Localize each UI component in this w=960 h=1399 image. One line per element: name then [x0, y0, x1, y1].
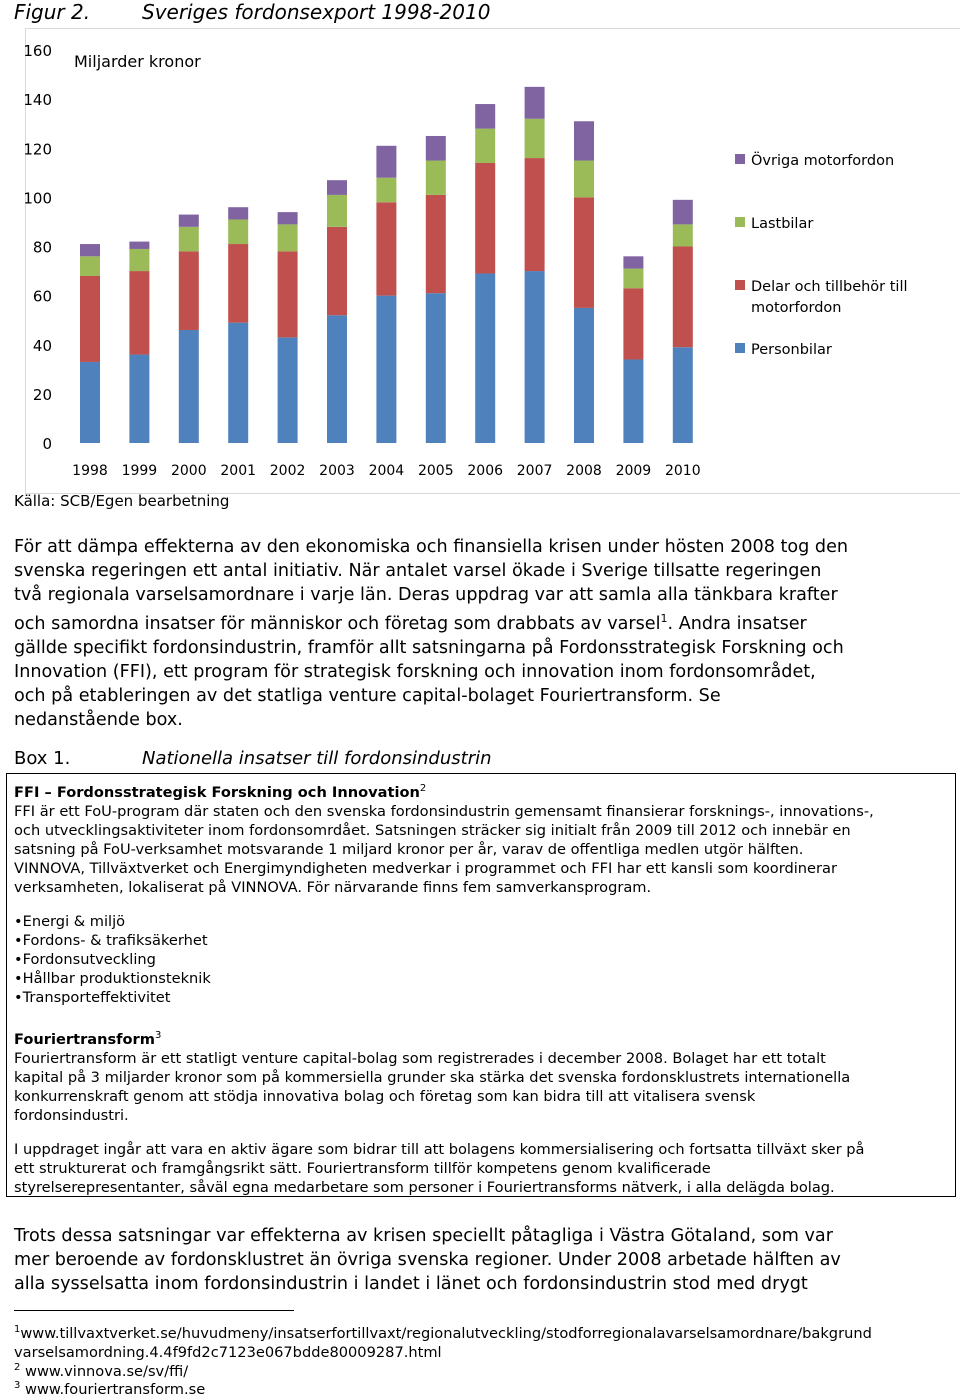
bar-segment [327, 315, 347, 443]
footnote-link[interactable]: www.fouriertransform.se [25, 1380, 206, 1398]
list-item: • Transporteffektivitet [14, 988, 949, 1007]
y-tick-label: 40 [32, 336, 52, 355]
p1-line: gällde specifikt fordonsindustrin, framför allt satsningarna på Fordonsstrategisk Forskning och [14, 637, 844, 658]
bar-segment [327, 227, 347, 315]
bar-segment [574, 161, 594, 198]
fouriertransform-section [14, 1026, 949, 1125]
footnote-line[interactable]: varselsamordning.4.4f9fd2c7123e067bdde80009287.html [14, 1343, 442, 1361]
bar-segment [129, 355, 149, 443]
x-tick-label: 2003 [319, 463, 355, 479]
ft2-line: I uppdraget ingår att vara en aktiv ägare som bidrar till att bolagens kommersialisering och fortsatta tillväxt sker på [14, 1141, 865, 1158]
list-item: • Fordons- & trafiksäkerhet [14, 931, 949, 950]
footnote-ref-2: 2 [419, 783, 427, 794]
footnote-number: 2 [14, 1362, 21, 1373]
y-axis-label: Miljarder kronor [74, 52, 201, 71]
ft-heading [14, 1026, 949, 1049]
x-tick-label: 2010 [664, 463, 701, 479]
ffi-line: och utvecklingsaktiviteter inom fordonsomrdået. Satsningen sträcker sig initialt från 2009 till 2012 och innebär en [14, 821, 851, 839]
bar-segment [179, 215, 199, 227]
bar-segment [673, 347, 693, 443]
legend-swatch [735, 154, 745, 164]
bar-segment [376, 146, 396, 178]
chart-source: Källa: SCB/Egen bearbetning [14, 492, 230, 510]
ffi-line: verksamheten, lokaliserat på VINNOVA. För närvarande finns fem samverkansprogram. [14, 878, 652, 896]
x-tick-label: 2002 [269, 463, 306, 479]
bar-segment [80, 362, 100, 443]
p1-line: två regionala varselsamordnare i varje län. Deras uppdrag var att samla alla tänkbara krafter [14, 585, 838, 605]
footnote-3 [14, 1376, 205, 1399]
bar-segment [80, 256, 100, 276]
x-tick-label: 2006 [467, 463, 504, 479]
x-tick-label: 2000 [170, 463, 207, 479]
footnote-divider [14, 1310, 294, 1311]
ffi-line: satsning på FoU-verksamhet motsvarande 1 miljard kronor per år, varav de offentliga medlen utgör hälften. [14, 840, 804, 858]
bar-segment [376, 202, 396, 295]
bar-segment [623, 269, 643, 289]
p1-line: Innovation (FFI), ett program för strategisk forskning och innovation inom fordonsområdet, [14, 661, 816, 682]
footnote-ref-3: 3 [154, 1030, 162, 1041]
ft2-line: styrelserepresentanter, såväl egna medarbetare som personer i Fouriertransforms nätverk, i alla delägda bolag. [14, 1179, 835, 1196]
footnote-number: 3 [14, 1380, 21, 1391]
bar-segment [525, 271, 545, 443]
p2-line: mer beroende av fordonsklustret än övriga svenska regioner. Under 2008 arbetade hälften av [14, 1250, 841, 1270]
list-item: • Energi & miljö [14, 912, 949, 931]
p1-line [14, 607, 949, 636]
bar-segment [426, 136, 446, 161]
footnote-link[interactable]: www.vinnova.se/sv/ffi/ [25, 1362, 189, 1380]
box-label: Box 1. [14, 748, 71, 769]
stacked-bar-chart [0, 0, 960, 500]
bar-segment [673, 224, 693, 246]
bar-segment [623, 256, 643, 268]
fouriertransform-section-2 [14, 1140, 949, 1197]
list-item: • Fordonsutveckling [14, 950, 949, 969]
x-tick-label: 1998 [72, 463, 108, 479]
bar-segment [376, 296, 396, 443]
y-tick-label: 100 [23, 189, 52, 208]
ft-heading-text: Fouriertransform [14, 1030, 155, 1048]
bar-segment [228, 219, 248, 244]
footnote-line [14, 1320, 872, 1343]
bar-segment [129, 249, 149, 271]
legend-label: Övriga motorfordon [751, 153, 895, 169]
footnote-ref-1: 1 [660, 612, 668, 625]
x-tick-label: 1999 [121, 463, 158, 479]
p1-line: nedanstående box. [14, 709, 183, 730]
ft2-line: ett strukturerat och framgångsrikt sätt. Fouriertransform tillför kompetens genom kvalificerade [14, 1160, 711, 1177]
program-list [14, 912, 949, 1007]
bar-segment [525, 87, 545, 119]
footnote-number: 1 [14, 1324, 21, 1335]
bar-segment [426, 161, 446, 195]
bar-segment [179, 227, 199, 252]
ffi-line: VINNOVA, Tillväxtverket och Energimyndigheten medverkar i programmet och FFI har ett kansli som koordinerar [14, 859, 837, 877]
bar-segment [228, 207, 248, 219]
bar-segment [327, 180, 347, 195]
bar-segment [228, 244, 248, 323]
bar-segment [673, 200, 693, 225]
bar-segment [673, 247, 693, 348]
bar-segment [623, 359, 643, 443]
bar-segment [80, 276, 100, 362]
y-tick-label: 120 [23, 140, 52, 159]
x-tick-label: 2007 [516, 463, 553, 479]
bar-segment [525, 158, 545, 271]
figure-label: Figur 2. [14, 0, 91, 24]
p2-line: alla sysselsatta inom fordonsindustrin i landet i länet och fordonsindustrin stod med drygt [14, 1274, 808, 1294]
footnote-link[interactable]: www.tillvaxtverket.se/huvudmeny/insatserfortillvaxt/regionalutveckling/stodforregionalavarselsamordnare/bakgrund [20, 1324, 872, 1342]
legend-swatch [735, 280, 745, 290]
y-tick-label: 60 [32, 287, 52, 306]
bar-segment [426, 293, 446, 443]
figure-title-text: Sveriges fordonsexport 1998-2010 [142, 0, 491, 24]
info-box [6, 773, 956, 1197]
ft-line: Fouriertransform är ett statligt venture capital-bolag som registrerades i december 2008. Bolaget har ett totalt [14, 1049, 826, 1067]
bar-segment [228, 323, 248, 443]
bar-segment [129, 242, 149, 249]
legend-label: Personbilar [751, 342, 832, 358]
bar-segment [376, 178, 396, 203]
bar-segment [475, 163, 495, 274]
bar-segment [475, 129, 495, 163]
bar-segment [475, 104, 495, 129]
bar-segment [525, 119, 545, 158]
p1-line: svenska regeringen ett antal initiativ. När antalet varsel ökade i Sverige tillsatte regeringen [14, 561, 822, 581]
bar-segment [278, 212, 298, 224]
legend-swatch [735, 217, 745, 227]
y-tick-label: 80 [32, 238, 52, 257]
bar-segment [574, 197, 594, 308]
bar-segment [80, 244, 100, 256]
intro-paragraph [14, 535, 949, 732]
bar-segment [278, 224, 298, 251]
ffi-section [14, 779, 949, 897]
closing-paragraph [14, 1224, 949, 1296]
x-tick-label: 2009 [615, 463, 652, 479]
ft-line: konkurrenskraft genom att stödja innovativa bolag och företag som kan bidra till att vitalisera svensk [14, 1087, 756, 1105]
ft-line: kapital på 3 miljarder kronor som på kommersiella grunder ska stärka det svenska fordonsklustrets internationella [14, 1068, 851, 1086]
bar-segment [426, 195, 446, 293]
bar-segment [179, 330, 199, 443]
bar-segment [129, 271, 149, 355]
bar-segment [278, 337, 298, 443]
p1-line-tail: . Andra insatser [667, 613, 807, 634]
legend-swatch [735, 343, 745, 353]
y-tick-label: 0 [42, 435, 52, 453]
ffi-line: FFI är ett FoU-program där staten och den svenska fordonsindustrin gemensamt finansierar forsknings-, innovations-, [14, 802, 874, 820]
p1-line-text: och samordna insatser för människor och företag som drabbats av varsel [14, 613, 661, 634]
bar-segment [574, 121, 594, 160]
box-heading [14, 748, 492, 769]
p1-line: och på etableringen av det statliga venture capital-bolaget Fouriertransform. Se [14, 685, 721, 706]
p2-line: Trots dessa satsningar var effekterna av krisen speciellt påtagliga i Västra Götaland, som var [14, 1226, 833, 1246]
y-tick-label: 20 [32, 385, 52, 404]
x-tick-label: 2004 [368, 463, 405, 479]
legend-label: Delar och tillbehör till [751, 279, 908, 295]
legend-label: motorfordon [751, 300, 842, 316]
footnote-1 [14, 1320, 872, 1362]
p1-line: För att dämpa effekterna av den ekonomiska och finansiella krisen under hösten 2008 tog den [14, 537, 849, 557]
bar-segment [179, 251, 199, 330]
ft-line: fordonsindustri. [14, 1106, 129, 1124]
y-tick-label: 160 [23, 42, 52, 60]
x-tick-label: 2008 [566, 463, 602, 479]
list-item: • Hållbar produktionsteknik [14, 969, 949, 988]
legend-label: Lastbilar [751, 216, 814, 232]
x-tick-label: 2005 [417, 463, 454, 479]
ffi-heading [14, 779, 949, 802]
x-tick-label: 2001 [220, 463, 257, 479]
bar-segment [278, 251, 298, 337]
bar-segment [623, 288, 643, 359]
ffi-heading-text: FFI – Fordonsstrategisk Forskning och Innovation [14, 783, 420, 801]
bar-segment [327, 195, 347, 227]
bar-segment [574, 308, 594, 443]
box-title: Nationella insatser till fordonsindustrin [142, 748, 492, 769]
bar-segment [475, 274, 495, 443]
y-tick-label: 140 [23, 91, 52, 110]
